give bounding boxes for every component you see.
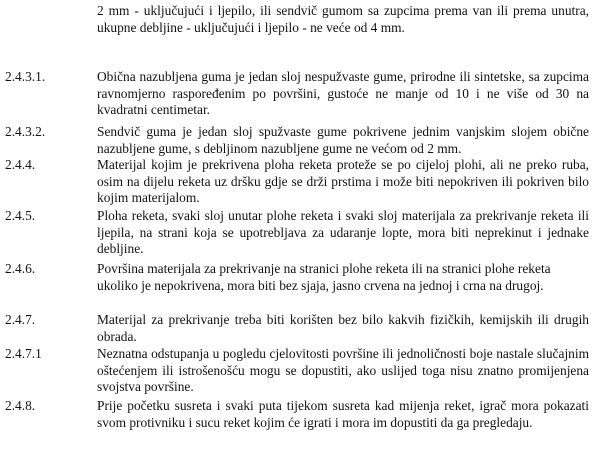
clause-text: Materijal za prekrivanje treba biti korišten bez bilo kakvih fizičkih, kemijskih ili drugih obrada. (97, 312, 589, 344)
clause-text: Prije početku susreta i svaki puta tijekom susreta kad mijenja reket, igrač mora pokazati svom protivniku i sucu reket kojim će igrati i mora im dopustiti da ga pregledaju. (97, 398, 589, 430)
clause-text: Materijal kojim je prekrivena ploha reketa proteže se po cijeloj plohi, ali ne preko ruba, osim na dijelu reketa uz dršku gdje se drži prstima i može biti nepokriven ili pokriven bilo kojim materijalom. (97, 157, 589, 206)
clause-text: Sendvič guma je jedan sloj spužvaste gume pokrivene jednim vanjskim slojem obične nazubljene gume, s debljinom nazubljene gume ne većom od 2 mm. (97, 124, 589, 156)
clause-text: Neznatna odstupanja u pogledu cjelovitosti površine ili jednoličnosti boje nastale slučajnim oštećenjem ili istrošenošću mogu se dopustiti, ako uslijed toga nisu znatno promijenjena svojstva površine. (97, 346, 589, 395)
clause-number: 2.4.8. (5, 398, 36, 413)
clause-number: 2.4.5. (5, 208, 36, 223)
clause-text: Obična nazubljena guma je jedan sloj nespužvaste gume, prirodne ili sintetske, sa zupcima ravnomjerno raspoređenim po površini, gustoće ne manje od 10 i ne više od 30 na kvadratni centimetar. (97, 69, 589, 118)
clause-text: Ploha reketa, svaki sloj unutar plohe reketa i svaki sloj materijala za prekrivanje reketa ili ljepila, na strani koja se upotrebljava za udaranje lopte, mora biti neprekinut i jednake debljine. (97, 208, 589, 257)
clause-number: 2.4.3.2. (5, 124, 46, 139)
clause-number: 2.4.7. (5, 312, 36, 327)
clause-text: Površina materijala za prekrivanje na stranici plohe reketa ili na stranici plohe reketa ukoliko je nepokrivena, mora biti bez sjaja, jasno crvena na jednoj i crna na drugoj. (97, 261, 551, 293)
clause-number: 2.4.4. (5, 157, 36, 172)
clause-number: 2.4.7.1 (5, 346, 42, 361)
intro-paragraph: 2 mm - uključujući i ljepilo, ili sendvič gumom sa zupcima prema van ili prema unutra, ukupne debljine - uključujući i ljepilo - ne veće od 4 mm. (97, 3, 589, 35)
clause-number: 2.4.3.1. (5, 69, 46, 84)
clause-number: 2.4.6. (5, 261, 36, 276)
